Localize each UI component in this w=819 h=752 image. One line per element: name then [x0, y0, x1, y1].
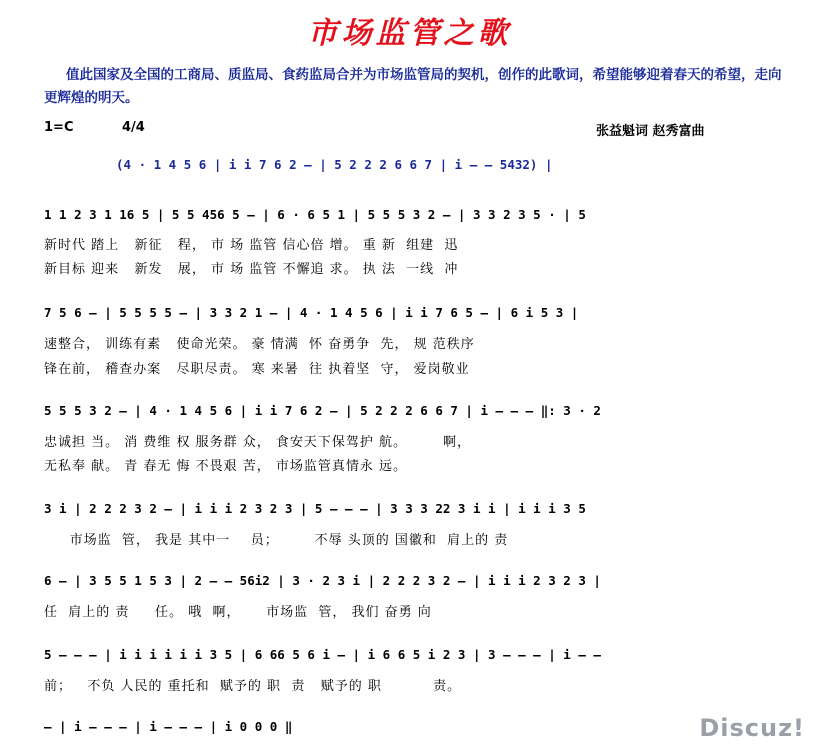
- key-signature: 1=C: [44, 120, 74, 135]
- lyric-line: 市场监 管， 我是 其中一 员； 不辱 头顶的 国徽和 肩上的 责: [44, 533, 509, 548]
- song-title: 市场监管之歌: [307, 16, 512, 51]
- lyric-line: 无私奉 献。 青 春无 悔 不畏艰 苦， 市场监管真情永 远。: [44, 459, 408, 474]
- notation-line: 5 5 5 3 2 — | 4 · 1 4 5 6 | i i 7 6 2 — | 5 2 2 2 6 6 7 | i — — — ‖: 3 · 2: [44, 403, 601, 418]
- lyric-line: 新时代 踏上 新征 程， 市 场 监管 信心倍 增。 重 新 组建 迅: [44, 238, 459, 253]
- notation-line: 5 — — — | i i i i i i 3 5 | 6 66 5 6 i — | i 6 6 5 i 2 3 | 3 — — — | i — —: [44, 647, 601, 662]
- time-signature: 4/4: [122, 120, 145, 135]
- lyric-line: 速整合， 训练有素 使命光荣。 豪 情满 怀 奋勇争 先， 规 范秩序: [44, 337, 475, 352]
- song-intro: 值此国家及全国的工商局、质监局、食药监局合并为市场监管局的契机，创作的此歌词，希望能够迎着春天的希望，走向更辉煌的明天。: [44, 67, 782, 106]
- notation-line: 7 5 6 — | 5 5 5 5 — | 3 3 2 1 — | 4 · 1 4 5 6 | i i 7 6 5 — | 6 i 5 3 |: [44, 305, 579, 320]
- notation-line: 6 — | 3 5 5 1 5 3 | 2 — — 56i2 | 3 · 2 3 i | 2 2 2 3 2 — | i i i 2 3 2 3 |: [44, 573, 601, 588]
- watermark: Discuz!: [699, 714, 805, 742]
- lyric-line: 前； 不负 人民的 重托和 赋予的 职 责 赋予的 职 责。: [44, 679, 462, 694]
- lyric-line: 新目标 迎来 新发 展， 市 场 监管 不懈追 求。 执 法 一线 冲: [44, 262, 459, 277]
- lyric-line: 任 肩上的 责 任。 哦 啊， 市场监 管， 我们 奋勇 向: [44, 605, 432, 620]
- lyric-line: 锋在前， 稽查办案 尽职尽责。 寒 来暑 往 执着坚 守， 爱岗敬业: [44, 362, 470, 377]
- lyric-line: 忠诚担 当。 消 费维 权 服务群 众， 食安天下保驾护 航。 啊，: [44, 435, 471, 450]
- notation-line: 3 i | 2 2 2 3 2 — | i i i 2 3 2 3 | 5 — — — | 3 3 3 22 3 i i | i i i 3 5: [44, 501, 586, 516]
- credits: 张益魁词 赵秀富曲: [596, 124, 705, 139]
- intro-notation: (4 · 1 4 5 6 | i i 7 6 2 — | 5 2 2 2 6 6 7 | i — — 5432) |: [116, 157, 553, 172]
- notation-line: 1 1 2 3 1 16 5 | 5 5 456 5 — | 6 · 6 5 1 | 5 5 5 3 2 — | 3 3 2 3 5 · | 5: [44, 207, 586, 222]
- notation-line: — | i — — — | i — — — | i 0 0 0 ‖: [44, 719, 293, 734]
